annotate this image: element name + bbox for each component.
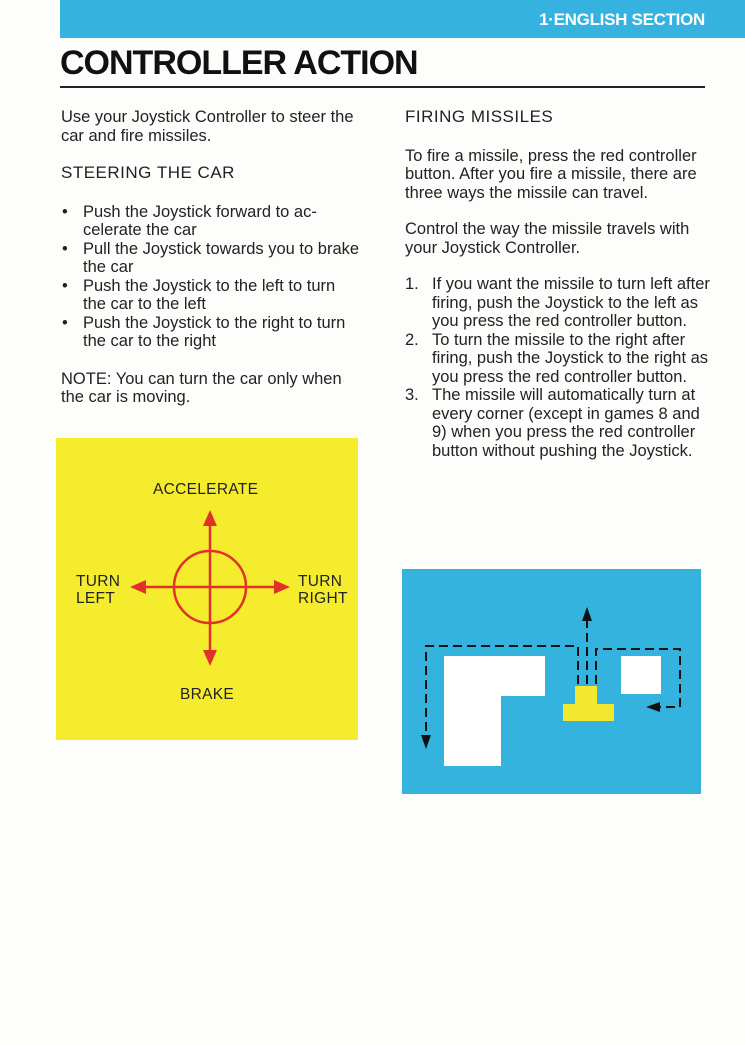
list-item — [61, 203, 361, 240]
arrow-down-icon — [421, 735, 431, 749]
list-item-text: If you want the missile to turn left after firing, push the Joystick to the left as you press the red controller button. — [432, 275, 710, 330]
turn-right-label-line2: RIGHT — [298, 590, 348, 607]
section-header-bar — [60, 0, 745, 38]
arrow-up-icon — [203, 510, 217, 526]
arrow-down-icon — [203, 650, 217, 666]
list-item — [405, 275, 710, 331]
list-item — [405, 386, 710, 460]
arrow-up-icon — [582, 607, 592, 621]
steering-list — [61, 203, 361, 351]
firing-heading: FIRING MISSILES — [405, 107, 554, 126]
building-block-small — [621, 656, 661, 694]
arrow-right-icon — [274, 580, 290, 594]
arrow-left-icon — [130, 580, 146, 594]
firing-steps — [405, 275, 710, 460]
firing-paragraph-1: To fire a missile, press the red controller button. After you fire a missile, there are three ways the missile can travel. — [405, 146, 697, 202]
brake-label: BRAKE — [180, 686, 235, 703]
arrow-left-icon — [646, 702, 660, 712]
car-icon — [563, 686, 614, 721]
bullet-icon: • — [62, 202, 68, 221]
bullet-icon: • — [62, 276, 68, 295]
list-item — [61, 240, 361, 277]
note-text: NOTE: You can turn the car only when the car is moving. — [61, 369, 342, 406]
section-label: 1·ENGLISH SECTION — [539, 10, 705, 29]
list-item-text: The missile will automatically turn at every corner (except in games 8 and 9) when you press the red controller button without pushing the Joystick. — [432, 386, 700, 460]
step-number: 1. — [405, 275, 419, 293]
bullet-icon: • — [62, 313, 68, 332]
bullet-icon: • — [62, 239, 68, 258]
page-title: CONTROLLER ACTION — [60, 44, 418, 82]
missile-paths-graphic — [402, 569, 701, 794]
intro-text: Use your Joystick Controller to steer the car and fire missiles. — [61, 108, 354, 145]
list-item — [61, 314, 361, 351]
building-block-large — [444, 656, 545, 766]
list-item-text: Push the Joystick to the left to turn the car to the left — [83, 276, 336, 313]
list-item-text: To turn the missile to the right after firing, push the Joystick to the right as you press the red controller button. — [432, 330, 709, 386]
list-item-text: Push the Joystick to the right to turn the car to the right — [83, 313, 346, 350]
missile-diagram — [402, 569, 701, 794]
turn-left-label-line1: TURN — [76, 573, 121, 590]
right-column — [405, 108, 710, 460]
list-item — [61, 277, 361, 314]
joystick-diagram — [56, 438, 358, 740]
step-number: 2. — [405, 330, 419, 349]
firing-paragraph-2: Control the way the missile travels with your Joystick Controller. — [405, 220, 690, 257]
accelerate-label: ACCELERATE — [153, 481, 259, 498]
turn-right-label-line1: TURN — [298, 573, 343, 590]
step-number: 3. — [405, 386, 419, 404]
title-divider — [60, 86, 705, 88]
list-item — [405, 331, 710, 387]
left-column — [61, 108, 361, 407]
list-item-text: Pull the Joystick towards you to brake the car — [83, 239, 360, 276]
steering-heading: STEERING THE CAR — [61, 163, 235, 182]
list-item-text: Push the Joystick forward to accelerate the car — [83, 202, 317, 239]
turn-left-label-line2: LEFT — [76, 590, 116, 607]
